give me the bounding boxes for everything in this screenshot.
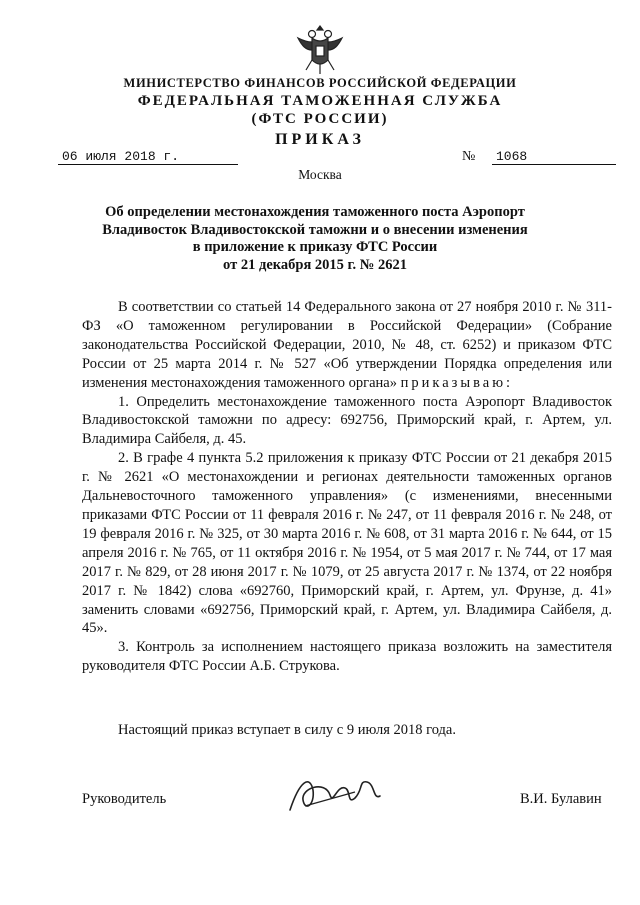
- order-body: [82, 298, 612, 676]
- effective-date-statement: Настоящий приказ вступает в силу с 9 июля 2018 года.: [118, 722, 456, 738]
- city: Москва: [298, 167, 342, 182]
- order-number: 1068: [492, 149, 616, 165]
- title-line: Об определении местонахождения таможенного поста Аэропорт: [105, 204, 525, 220]
- item-2: 2. В графе 4 пункта 5.2 приложения к приказу ФТС России от 21 декабря 2015 г. № 2621 «О местонахождении и регионах деятельности таможенных органов Дальневосточного таможенного управления» (с изменениями, внесенными приказами ФТС России от 11 февраля 2016 г. № 247, от 11 февраля 2016 г. № 248, от 19 февраля 2016 г. № 325, от 30 марта 2016 г. № 608, от 31 марта 2016 г. № 644, от 15 апреля 2016 г. № 765, от 11 октября 2016 г. № 1954, от 5 мая 2017 г. № 744, от 17 мая 2017 г. № 829, от 28 июня 2017 г. № 1079, от 25 августа 2017 г. № 1374, от 22 ноября 2017 г. № 1842) слова «692760, Приморский край, г. Артем, ул. Фрунзе, д. 41» заменить словами «692756, Приморский край, г. Артем, ул. Владимира Сайбеля, д. 45».: [82, 450, 612, 637]
- preamble-paragraph: [82, 298, 612, 393]
- title-line: в приложение к приказу ФТС России: [192, 239, 438, 255]
- title-line: от 21 декабря 2015 г. № 2621: [223, 256, 407, 273]
- order-number-label: №: [462, 149, 476, 164]
- document-type: ПРИКАЗ: [275, 131, 365, 148]
- service-short-name: (ФТС РОССИИ): [251, 111, 389, 127]
- order-word: приказываю:: [400, 374, 514, 391]
- order-date: 06 июля 2018 г.: [58, 149, 238, 165]
- handwritten-signature: [285, 770, 385, 820]
- signer-role: Руководитель: [82, 791, 167, 807]
- title-line: Владивосток Владивостокской таможни и о внесении изменения: [102, 221, 528, 238]
- preamble-text: В соответствии со статьей 14 Федерального закона от 27 ноября 2010 г. № 311-ФЗ «О таможенном регулировании в Российской Федерации» (Собрание законодательства Российской Федерации, 2010, № 48, ст. 6252) и приказом ФТС России от 25 марта 2014 г. № 527 «Об утверждении Порядка определения или изменения местонахождения таможенного органа»: [82, 299, 612, 391]
- ministry-name: МИНИСТЕРСТВО ФИНАНСОВ РОССИЙСКОЙ ФЕДЕРАЦИИ: [123, 76, 517, 90]
- signer-name: В.И. Булавин: [520, 791, 602, 807]
- item-1: 1. Определить местонахождение таможенного поста Аэропорт Владивосток Владивостокской таможни по адресу: 692756, Приморский край, г. Артем, ул. Владимира Сайбеля, д. 45.: [82, 393, 612, 448]
- order-title: [90, 204, 540, 274]
- service-name: ФЕДЕРАЛЬНАЯ ТАМОЖЕННАЯ СЛУЖБА: [137, 93, 503, 109]
- item-3: 3. Контроль за исполнением настоящего приказа возложить на заместителя руководителя ФТС России А.Б. Струкова.: [82, 639, 612, 675]
- state-emblem-icon: [290, 20, 350, 76]
